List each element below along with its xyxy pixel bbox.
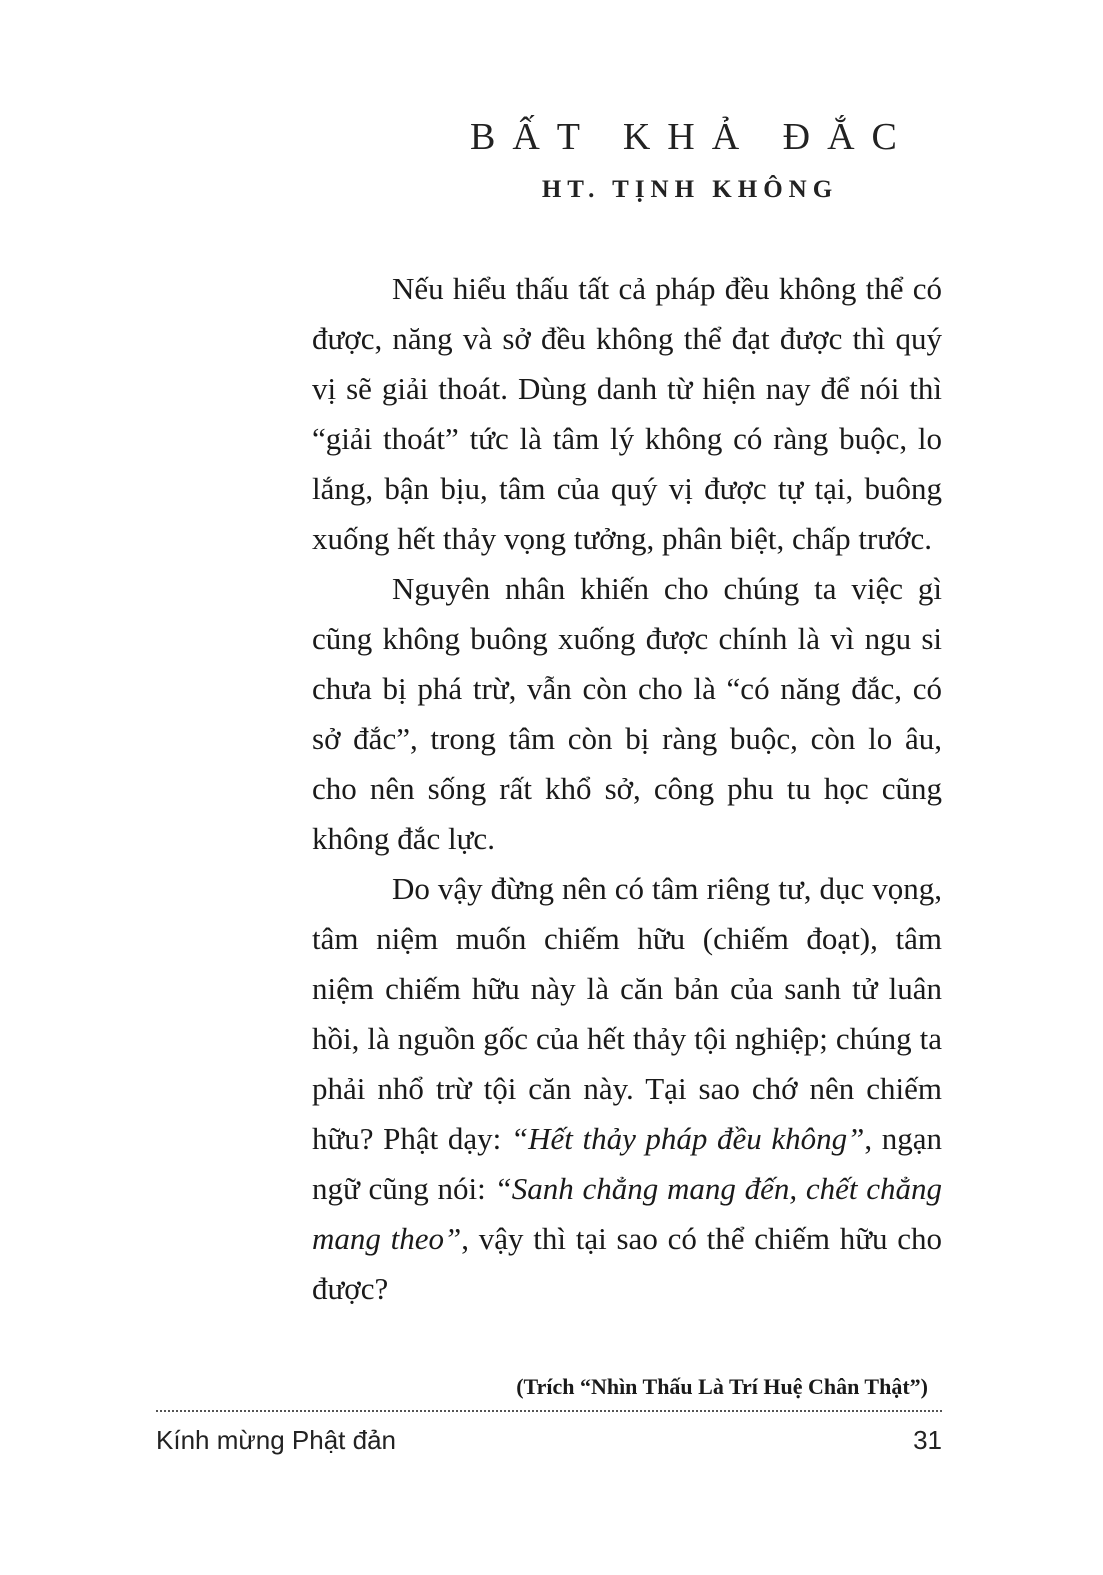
paragraph-3-text-3: , vậy thì tại sao có thể chiếm hữu cho được? bbox=[312, 1221, 943, 1306]
source-citation: (Trích “Nhìn Thấu Là Trí Huệ Chân Thật”) bbox=[516, 1374, 928, 1399]
article-body bbox=[312, 264, 942, 1314]
paragraph-3-text-1: Do vậy đừng nên có tâm riêng tư, dục vọng, tâm niệm muốn chiếm hữu (chiếm đoạt), tâm niệm chiếm hữu này là căn bản của sanh tử luân hồi, là nguồn gốc của hết thảy tội nghiệp; chúng ta phải nhổ trừ tội căn này. Tại sao chớ nên chiếm hữu? Phật dạy: bbox=[312, 871, 942, 1156]
paragraph-2: Nguyên nhân khiến cho chúng ta việc gì cũng không buông xuống được chính là vì ngu si chưa bị phá trừ, vẫn còn cho là “có năng đắc, có sở đắc”, trong tâm còn bị ràng buộc, còn lo âu, cho nên sống rất khổ sở, công phu tu học cũng không đắc lực. bbox=[312, 571, 942, 856]
page-number: 31 bbox=[913, 1425, 942, 1455]
buddha-quote: “Hết thảy pháp đều không” bbox=[510, 1121, 865, 1156]
paragraph-1: Nếu hiểu thấu tất cả pháp đều không thể có được, năng và sở đều không thể đạt được thì quý vị sẽ giải thoát. Dùng danh từ hiện nay để nói thì “giải thoát” tức là tâm lý không có ràng buộc, lo lắng, bận bịu, tâm của quý vị được tự tại, buông xuống hết thảy vọng tưởng, phân biệt, chấp trước. bbox=[312, 271, 942, 556]
paragraph-3-text-2: , ngạn ngữ cũng nói: bbox=[312, 1121, 942, 1206]
footer-publication: Kính mừng Phật đản bbox=[156, 1425, 397, 1455]
proverb-quote: “Sanh chẳng mang đến, chết chẳng mang theo” bbox=[312, 1171, 942, 1256]
article-author: HT. TỊNH KHÔNG bbox=[541, 176, 839, 203]
article-title: BẤT KHẢ ĐẮC bbox=[470, 116, 914, 158]
paragraph-3 bbox=[312, 864, 942, 1314]
footer-divider bbox=[156, 1410, 942, 1412]
